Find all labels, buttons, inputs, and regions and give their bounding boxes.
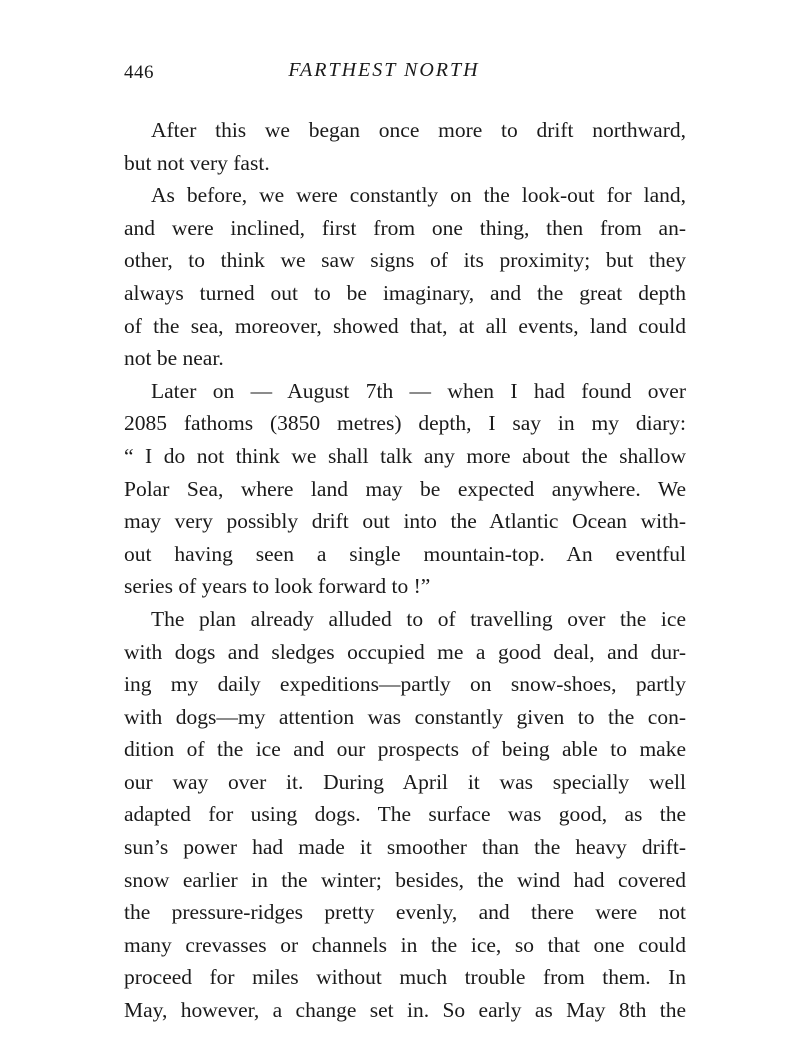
text-line: 2085 fathoms (3850 metres) depth, I say in my diary:	[124, 411, 686, 436]
text-line: adapted for using dogs. The surface was good, as the	[124, 802, 686, 827]
text-line: but not very fast.	[124, 150, 270, 175]
text-line: the pressure-ridges pretty evenly, and there were not	[124, 900, 686, 925]
text-line: other, to think we saw signs of its proximity; but they	[124, 248, 686, 273]
paragraph	[124, 179, 686, 375]
page-number: 446	[124, 62, 154, 83]
text-line: dition of the ice and our prospects of being able to make	[124, 737, 686, 762]
text-line: out having seen a single mountain-top. An eventful	[124, 541, 686, 566]
text-line: snow earlier in the winter; besides, the wind had covered	[124, 867, 686, 892]
paragraph	[124, 114, 686, 179]
text-line: not be near.	[124, 346, 224, 371]
text-line: may very possibly drift out into the Atlantic Ocean with-	[124, 509, 686, 534]
page-header	[124, 59, 684, 92]
text-line: with dogs—my attention was constantly given to the con-	[124, 704, 686, 729]
text-line: The plan already alluded to of travelling over the ice	[151, 606, 686, 631]
text-line: series of years to look forward to !”	[124, 574, 431, 599]
text-line: ing my daily expeditions—partly on snow-shoes, partly	[124, 672, 686, 697]
text-line: proceed for miles without much trouble from them. In	[124, 965, 686, 990]
text-line: always turned out to be imaginary, and the great depth	[124, 280, 686, 305]
running-head: FARTHEST NORTH	[288, 59, 480, 81]
text-line: with dogs and sledges occupied me a good deal, and dur-	[124, 639, 686, 664]
text-line: May, however, a change set in. So early as May 8th the	[124, 998, 686, 1023]
paragraph	[124, 375, 686, 603]
text-line: After this we began once more to drift northward,	[151, 118, 686, 142]
paragraph	[124, 603, 686, 1027]
text-line: of the sea, moreover, showed that, at all events, land could	[124, 313, 686, 338]
text-line: “ I do not think we shall talk any more about the shallow	[124, 443, 686, 468]
text-line: our way over it. During April it was specially well	[124, 769, 686, 794]
text-line: Polar Sea, where land may be expected anywhere. We	[124, 476, 686, 501]
text-line: sun’s power had made it smoother than the heavy drift-	[124, 835, 686, 860]
text-line: Later on — August 7th — when I had found over	[151, 378, 686, 403]
body-text	[124, 114, 686, 1027]
text-line: many crevasses or channels in the ice, so that one could	[124, 932, 686, 957]
text-line: and were inclined, first from one thing, then from an-	[124, 215, 686, 240]
text-line: As before, we were constantly on the look-out for land,	[151, 183, 686, 208]
